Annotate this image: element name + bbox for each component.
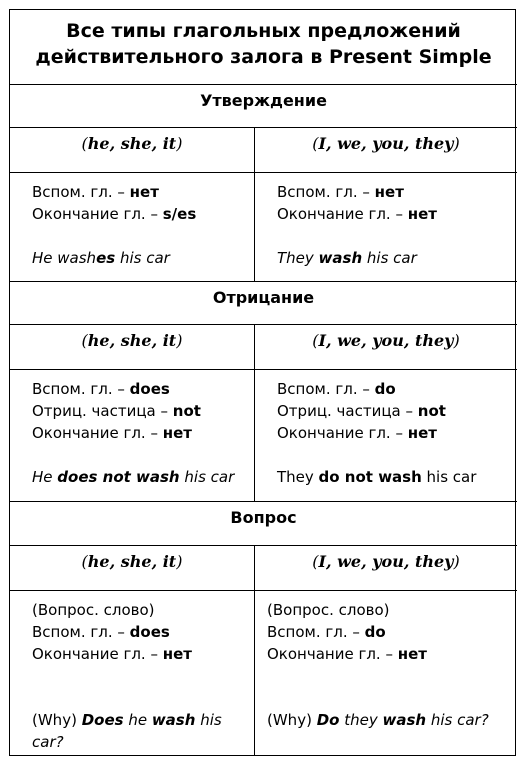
example-sentence: He does not wash his car — [32, 468, 235, 486]
section-affirmative-heading: Утверждение — [10, 85, 517, 128]
section-negative-heading: Отрицание — [10, 282, 517, 325]
example-sentence: He washes his car — [32, 249, 170, 267]
negative-3sg-cell — [10, 370, 255, 502]
aux-line: Вспом. гл. – нет — [277, 183, 404, 201]
question-word-line: (Вопрос. слово) — [267, 601, 390, 619]
affirmative-3sg-cell — [10, 173, 255, 282]
negation-line: Отриц. частица – not — [277, 402, 446, 420]
aux-line: Вспом. гл. – does — [32, 623, 170, 641]
example-sentence: (Why) Does he wash his car? — [32, 711, 222, 751]
aux-line: Вспом. гл. – нет — [32, 183, 159, 201]
question-3sg-cell — [10, 591, 255, 755]
example-sentence: They wash his car — [277, 249, 417, 267]
pronouns-other-header: (I, we, you, they) — [255, 546, 517, 591]
ending-line: Окончание гл. – нет — [267, 645, 427, 663]
negation-line: Отриц. частица – not — [32, 402, 201, 420]
ending-line: Окончание гл. – нет — [277, 205, 437, 223]
pronouns-other-header: (I, we, you, they) — [255, 325, 517, 370]
question-word-line: (Вопрос. слово) — [32, 601, 155, 619]
table-title — [10, 10, 517, 85]
aux-line: Вспом. гл. – do — [277, 380, 396, 398]
grammar-table — [9, 9, 516, 756]
affirmative-other-cell — [255, 173, 517, 282]
pronouns-3sg-header: (he, she, it) — [10, 546, 255, 591]
aux-line: Вспом. гл. – do — [267, 623, 386, 641]
title-line-1: Все типы глагольных предложений — [66, 20, 461, 42]
pronouns-3sg-header: (he, she, it) — [10, 128, 255, 173]
ending-line: Окончание гл. – нет — [32, 424, 192, 442]
aux-line: Вспом. гл. – does — [32, 380, 170, 398]
section-question-heading: Вопрос — [10, 502, 517, 546]
question-other-cell — [255, 591, 517, 755]
pronouns-other-header: (I, we, you, they) — [255, 128, 517, 173]
ending-line: Окончание гл. – нет — [277, 424, 437, 442]
negative-other-cell — [255, 370, 517, 502]
ending-line: Окончание гл. – нет — [32, 645, 192, 663]
pronouns-3sg-header: (he, she, it) — [10, 325, 255, 370]
example-sentence: (Why) Do they wash his car? — [267, 711, 489, 729]
example-sentence: They do not wash his car — [277, 468, 477, 486]
ending-line: Окончание гл. – s/es — [32, 205, 197, 223]
title-line-2: действительного залога в Present Simple — [35, 46, 492, 68]
